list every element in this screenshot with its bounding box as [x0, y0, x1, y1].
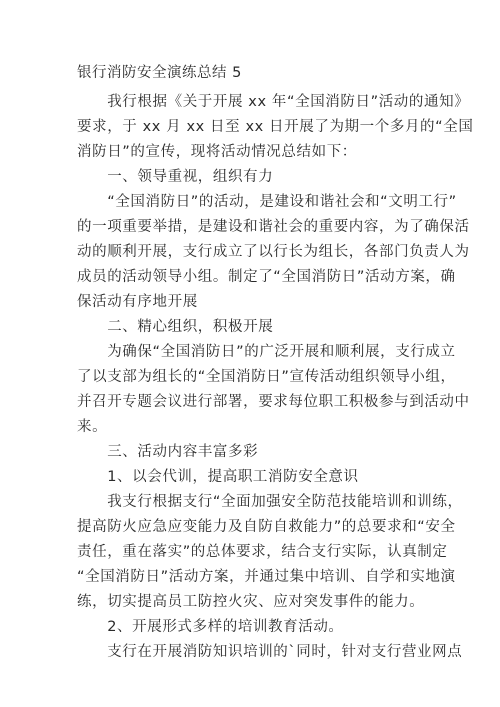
paragraph-line: 要求，于 xx 月 xx 日至 xx 日开展了为期一个多月的“全国: [77, 119, 474, 135]
paragraph-line: 消防日”的宣传，现将活动情况总结如下：: [77, 144, 357, 160]
paragraph-line: 责任，重在落实”的总体要求，结合支行实际，认真制定: [77, 544, 448, 560]
section-heading: 一、领导重视，组织有力: [77, 169, 274, 185]
paragraph-line: 提高防火应急应变能力及自防自救能力”的总要求和“安全: [77, 519, 456, 535]
paragraph-line: “全国消防日”的活动，是建设和谐社会和“文明工行”: [77, 194, 457, 210]
paragraph-line: 动的顺利开展，支行成立了以行长为组长，各部门负责人为: [77, 244, 470, 260]
document-body: [77, 90, 474, 665]
paragraph-line: 为确保“全国消防日”的广泛开展和顺利展，支行成立: [77, 344, 456, 360]
paragraph-line: 支行在开展消防知识培训的`同时，针对支行营业网点: [77, 644, 463, 660]
paragraph-line: 我支行根据支行“全面加强安全防范技能培训和训练，: [77, 494, 463, 510]
subsection-heading: 2、开展形式多样的培训教育活动。: [77, 619, 344, 635]
paragraph-line: 练，切实提高员工防控火灾、应对突发事件的能力。: [77, 594, 425, 610]
paragraph-line: 成员的活动领导小组。制定了“全国消防日”活动方案，确: [77, 269, 456, 285]
section-heading: 三、活动内容丰富多彩: [77, 444, 259, 460]
paragraph-line: 保活动有序地开展: [77, 294, 198, 310]
paragraph-line: 的一项重要举措，是建设和谐社会的重要内容，为了确保活: [77, 219, 470, 235]
paragraph-line: 我行根据《关于开展 xx 年“全国消防日”活动的通知》: [77, 94, 470, 110]
paragraph-line: 来。: [77, 419, 108, 435]
paragraph-line: “全国消防日”活动方案，并通过集中培训、自学和实地演: [77, 569, 456, 585]
paragraph-line: 并召开专题会议进行部署，要求每位职工积极参与到活动中: [77, 394, 470, 410]
section-heading: 二、精心组织，积极开展: [77, 319, 274, 335]
subsection-heading: 1、以会代训，提高职工消防安全意识: [77, 469, 359, 485]
paragraph-line: 了以支部为组长的“全国消防日”宣传活动组织领导小组，: [77, 369, 456, 385]
document-title: 银行消防安全演练总结 5: [77, 65, 242, 81]
